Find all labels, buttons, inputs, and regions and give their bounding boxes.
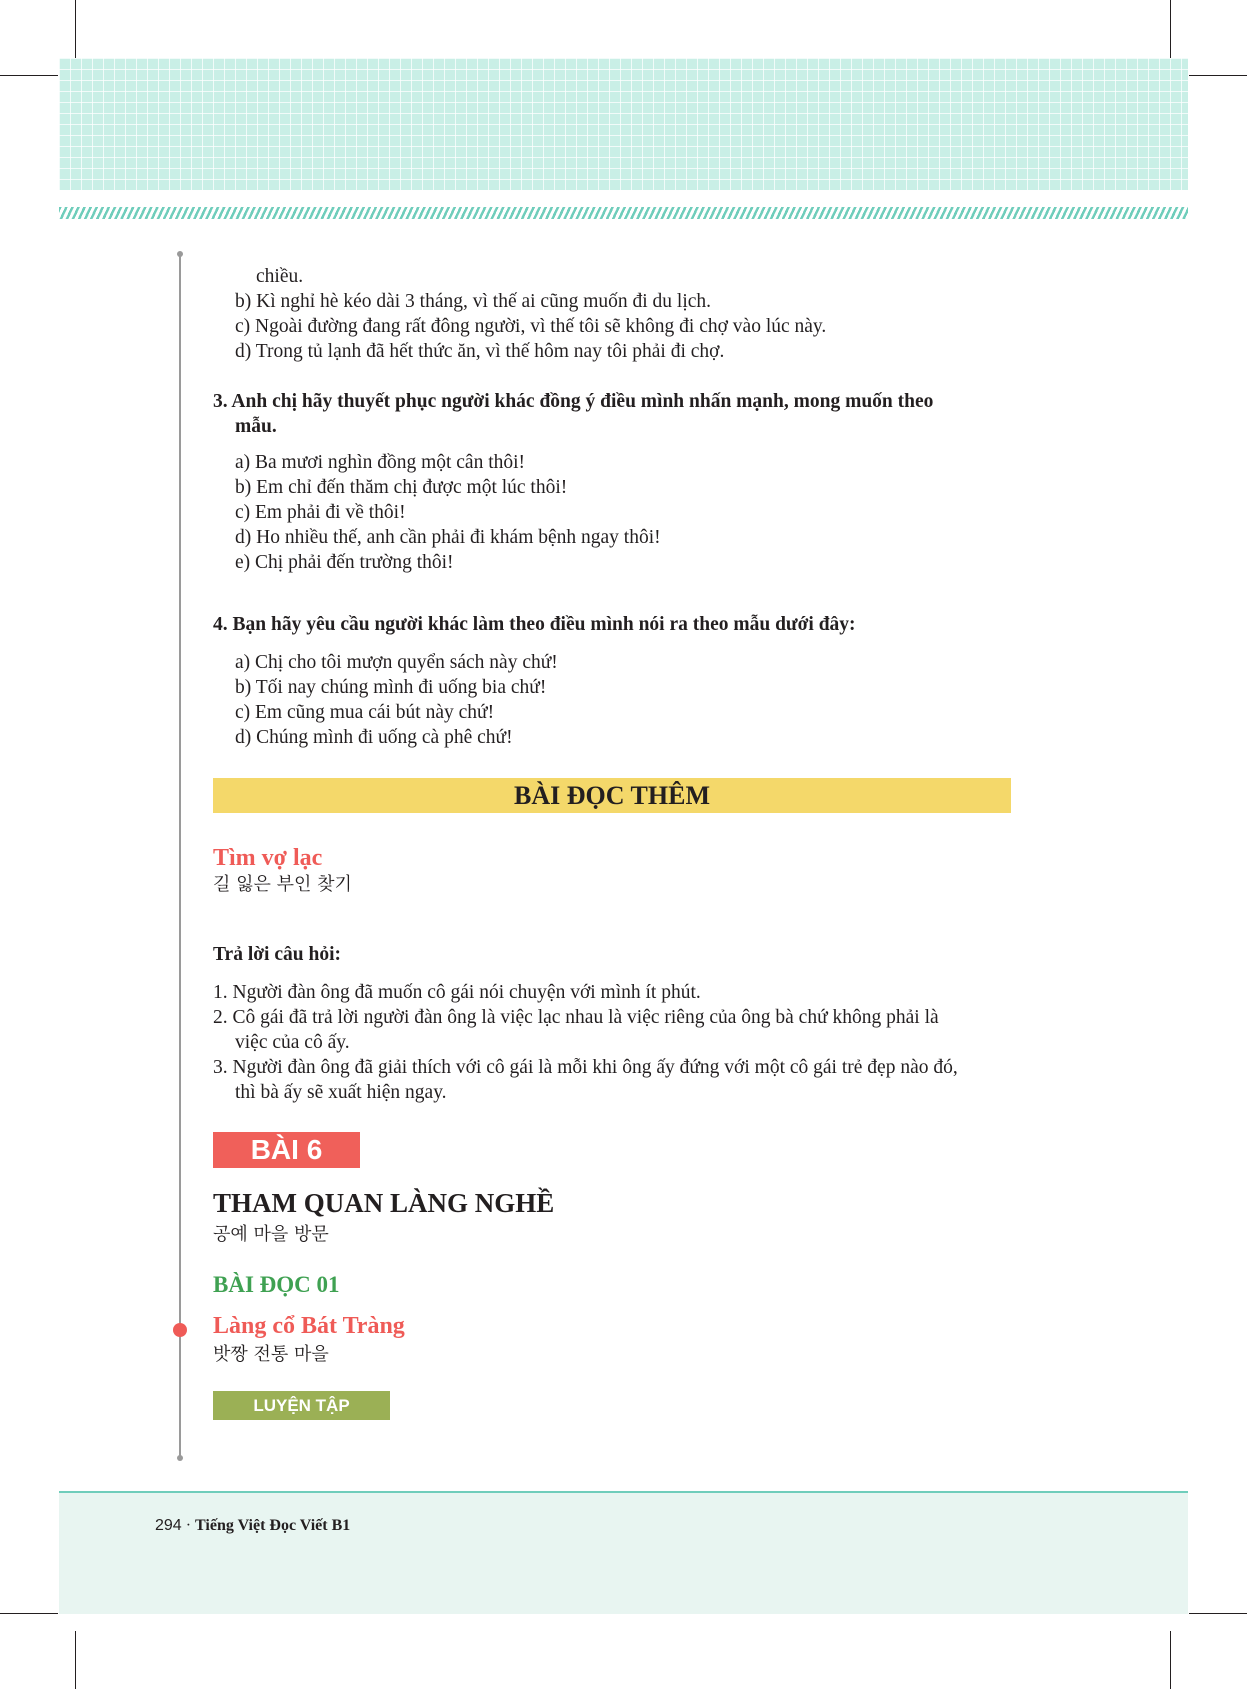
lesson-title: THAM QUAN LÀNG NGHỀ: [213, 1188, 555, 1218]
continuation-item-c: c) Ngoài đường đang rất đông người, vì thế tôi sẽ không đi chợ vào lúc này.: [235, 316, 827, 337]
exercise-4-heading: 4. Bạn hãy yêu cầu người khác làm theo điều mình nói ra theo mẫu dưới đây:: [213, 614, 856, 635]
practice-label: LUYỆN TẬP: [213, 1391, 390, 1420]
exercise-3-item-b: b) Em chỉ đến thăm chị được một lúc thôi!: [235, 477, 568, 498]
reading-title-korean: 밧짱 전통 마을: [213, 1344, 329, 1365]
exercise-3-heading-cont: mẫu.: [235, 416, 277, 437]
exercise-4-item-d: d) Chúng mình đi uống cà phê chứ!: [235, 727, 513, 748]
crop-mark: [0, 1613, 58, 1614]
margin-rule-bottom-dot: [177, 1455, 183, 1461]
crop-mark: [75, 1631, 76, 1689]
exercise-3-heading: 3. Anh chị hãy thuyết phục người khác đồng ý điều mình nhấn mạnh, mong muốn theo: [213, 391, 934, 412]
crop-mark: [75, 0, 76, 58]
crop-mark: [1189, 75, 1247, 76]
crop-mark: [1189, 1613, 1247, 1614]
header-grid-band: [59, 58, 1188, 190]
questions-heading: Trả lời câu hỏi:: [213, 944, 341, 965]
crop-mark: [1170, 1631, 1171, 1689]
question-3-cont: thì bà ấy sẽ xuất hiện ngay.: [235, 1082, 447, 1103]
exercise-3-item-c: c) Em phải đi về thôi!: [235, 502, 406, 523]
exercise-4-item-c: c) Em cũng mua cái bút này chứ!: [235, 702, 495, 723]
reading-title: Làng cổ Bát Tràng: [213, 1313, 405, 1339]
margin-rule: [179, 253, 181, 1458]
exercise-3-item-e: e) Chị phải đến trường thôi!: [235, 552, 454, 573]
exercise-4-item-b: b) Tối nay chúng mình đi uống bia chứ!: [235, 677, 547, 698]
footer-band: [59, 1493, 1188, 1614]
crop-mark: [1170, 0, 1171, 58]
story-title-korean: 길 잃은 부인 찾기: [213, 874, 352, 895]
lesson-marker-dot: [173, 1323, 187, 1337]
continuation-line-a: chiều.: [256, 266, 304, 287]
question-1: 1. Người đàn ông đã muốn cô gái nói chuyện với mình ít phút.: [213, 982, 701, 1003]
crop-mark: [0, 75, 58, 76]
question-2-cont: việc của cô ấy.: [235, 1032, 350, 1053]
read-more-banner: BÀI ĐỌC THÊM: [213, 778, 1011, 813]
page-number: 294: [155, 1517, 182, 1534]
book-title: Tiếng Việt Đọc Viết B1: [195, 1517, 351, 1534]
question-2: 2. Cô gái đã trả lời người đàn ông là việc lạc nhau là việc riêng của ông bà chứ không phải là: [213, 1007, 939, 1028]
exercise-3-item-d: d) Ho nhiều thế, anh cần phải đi khám bệnh ngay thôi!: [235, 527, 661, 548]
exercise-4-item-a: a) Chị cho tôi mượn quyển sách này chứ!: [235, 652, 558, 673]
margin-rule-top-dot: [177, 251, 183, 257]
exercise-3-item-a: a) Ba mươi nghìn đồng một cân thôi!: [235, 452, 526, 473]
footer-caption: [155, 1515, 350, 1537]
continuation-item-b: b) Kì nghỉ hè kéo dài 3 tháng, vì thế ai cũng muốn đi du lịch.: [235, 291, 712, 312]
continuation-item-d: d) Trong tủ lạnh đã hết thức ăn, vì thế hôm nay tôi phải đi chợ.: [235, 341, 725, 362]
header-hatch-stripe: [59, 207, 1188, 219]
lesson-badge: BÀI 6: [213, 1132, 360, 1168]
footer-separator: ·: [185, 1517, 192, 1534]
question-3: 3. Người đàn ông đã giải thích với cô gái là mỗi khi ông ấy đứng với một cô gái trẻ đẹp nào đó,: [213, 1057, 958, 1078]
lesson-title-korean: 공예 마을 방문: [213, 1224, 329, 1245]
story-title: Tìm vợ lạc: [213, 845, 323, 871]
reading-label: BÀI ĐỌC 01: [213, 1272, 340, 1297]
